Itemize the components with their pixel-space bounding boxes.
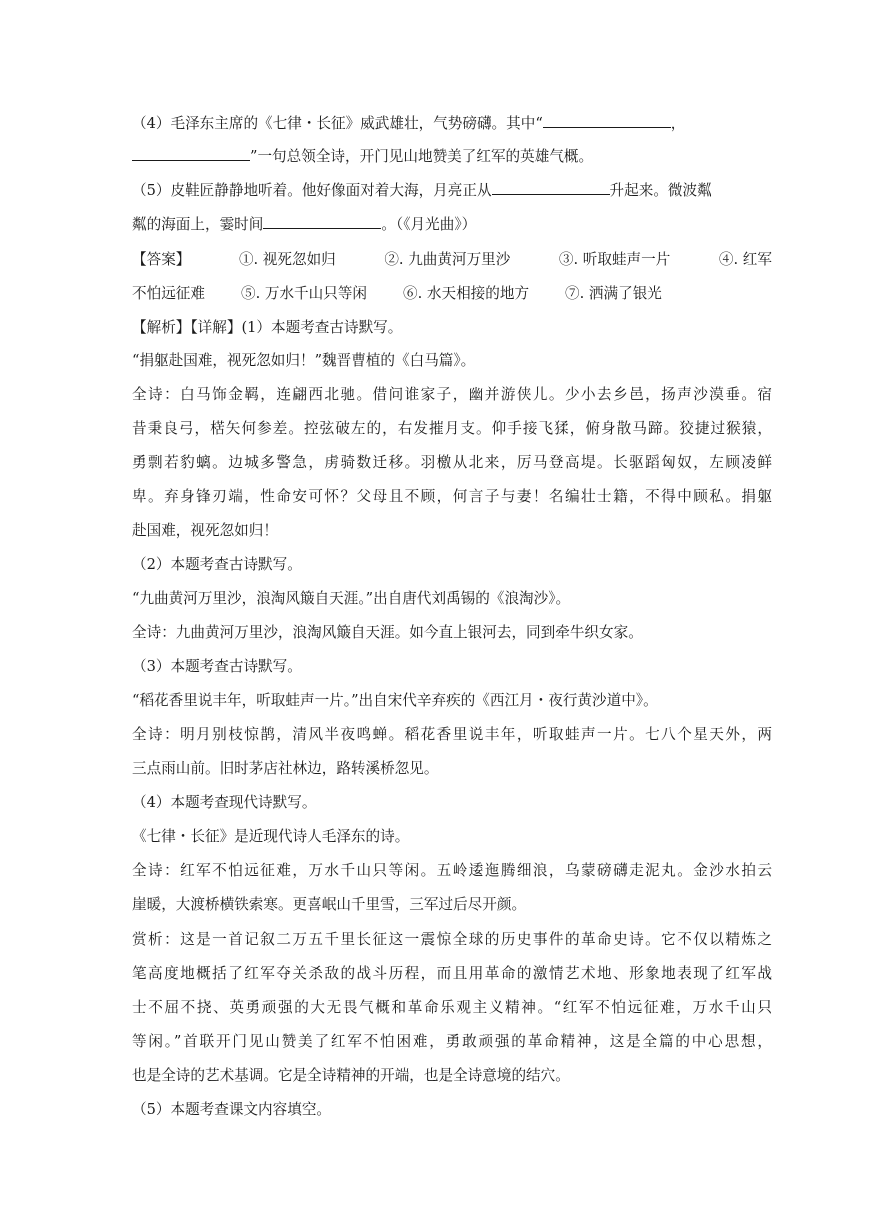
paragraph: 笔高度地概括了红军夺关杀敌的战斗历程，而且用革命的激情艺术地、形象地表现了红军战 <box>132 965 772 982</box>
paragraph: 赏析：这是一首记叙二万五千里长征这一震惊全球的历史事件的革命史诗。它不仅以精炼之 <box>132 931 772 948</box>
text: （5）皮鞋匠静静地听着。他好像面对着大海，月亮正从 <box>132 182 492 199</box>
paragraph: “稻花香里说丰年，听取蛙声一片。”出自宋代辛弃疾的《西江月・夜行黄沙道中》。 <box>132 692 658 709</box>
text: 升起来。微波粼 <box>609 182 712 199</box>
text: 粼的海面上，霎时间 <box>132 216 264 233</box>
text: （4）毛泽东主席的《七律・长征》威武雄壮，气势磅礴。其中“ <box>132 115 543 132</box>
text: ”一句总领全诗，开门见山地赞美了红军的英雄气概。 <box>250 148 594 165</box>
paragraph: “捐躯赴国难，视死忽如归！”魏晋曹植的《白马篇》。 <box>132 352 476 369</box>
paragraph: （3）本题考查古诗默写。 <box>132 658 302 675</box>
paragraph: （4）本题考查现代诗默写。 <box>132 794 317 811</box>
fill-blank <box>132 146 250 161</box>
answer-item: ⑥. 水天相接的地方 <box>403 285 530 302</box>
fill-blank <box>543 113 671 128</box>
paragraph: 全诗：红军不怕远征难，万水千山只等闲。五岭逶迤腾细浪，乌蒙磅礴走泥丸。金沙水拍云 <box>132 862 772 879</box>
text: ， <box>670 115 686 132</box>
question-4-line-2 <box>132 146 772 167</box>
paragraph: 崖暖，大渡桥横铁索寒。更喜岷山千里雪，三军过后尽开颜。 <box>132 896 527 913</box>
paragraph: 勇剽若豹螭。边城多警急，虏骑数迁移。羽檄从北来，厉马登高堤。长驱蹈匈奴，左顾凌鲜 <box>132 454 772 471</box>
paragraph: 赴国难，视死忽如归！ <box>132 522 278 539</box>
analysis-heading: 【解析】【详解】(1）本题考查古诗默写。 <box>132 319 403 336</box>
question-5-line-1 <box>132 180 772 201</box>
question-5-line-2 <box>132 214 772 235</box>
answer-item: ②. 九曲黄河万里沙 <box>384 251 511 268</box>
answer-item: ③. 听取蛙声一片 <box>558 251 671 268</box>
paragraph: 士不屈不挠、英勇顽强的大无畏气概和革命乐观主义精神。“红军不怕远征难，万水千山只 <box>132 999 772 1016</box>
paragraph: 昔秉良弓，楛矢何参差。控弦破左的，右发摧月支。仰手接飞猱，俯身散马蹄。狡捷过猴猿， <box>132 420 772 437</box>
answer-item: ⑦. 洒满了银光 <box>565 285 662 302</box>
paragraph: （2）本题考查古诗默写。 <box>132 556 302 573</box>
paragraph: 等闲。”首联开门见山赞美了红军不怕困难，勇敢顽强的革命精神，这是全篇的中心思想， <box>132 1033 772 1050</box>
answer-item: ④. 红军 <box>718 251 772 268</box>
paragraph: （5）本题考查课文内容填空。 <box>132 1101 332 1118</box>
answer-label: 【答案】 <box>132 251 191 268</box>
answer-item: ⑤. 万水千山只等闲 <box>240 285 368 302</box>
answer-line-1 <box>132 250 772 270</box>
paragraph: 全诗：九曲黄河万里沙，浪淘风簸自天涯。如今直上银河去，同到牵牛织女家。 <box>132 624 643 641</box>
fill-blank <box>263 214 381 229</box>
paragraph: 全诗：明月别枝惊鹊，清风半夜鸣蝉。稻花香里说丰年，听取蛙声一片。七八个星天外，两 <box>132 726 772 743</box>
paragraph: “九曲黄河万里沙，浪淘风簸自天涯。”出自唐代刘禹锡的《浪淘沙》。 <box>132 590 571 607</box>
paragraph: 《七律・长征》是近现代诗人毛泽东的诗。 <box>132 828 410 845</box>
text: 。（《月光曲》） <box>381 216 477 233</box>
paragraph: 三点雨山前。旧时茅店社林边，路转溪桥忽见。 <box>132 760 439 777</box>
paragraph: 卑。弃身锋刃端，性命安可怀？父母且不顾，何言子与妻！名编壮士籍，不得中顾私。捐躯 <box>132 488 772 505</box>
answer-line-2 <box>132 284 772 304</box>
answer-item: 不怕远征难 <box>132 285 205 302</box>
paragraph: 全诗：白马饰金羁，连翩西北驰。借问谁家子，幽并游侠儿。少小去乡邑，扬声沙漠垂。宿 <box>132 386 772 403</box>
answer-item: ①. 视死忽如归 <box>238 251 336 268</box>
fill-blank <box>492 180 610 195</box>
paragraph: 也是全诗的艺术基调。它是全诗精神的开端，也是全诗意境的结穴。 <box>132 1067 570 1084</box>
question-4-line-1 <box>132 113 772 134</box>
